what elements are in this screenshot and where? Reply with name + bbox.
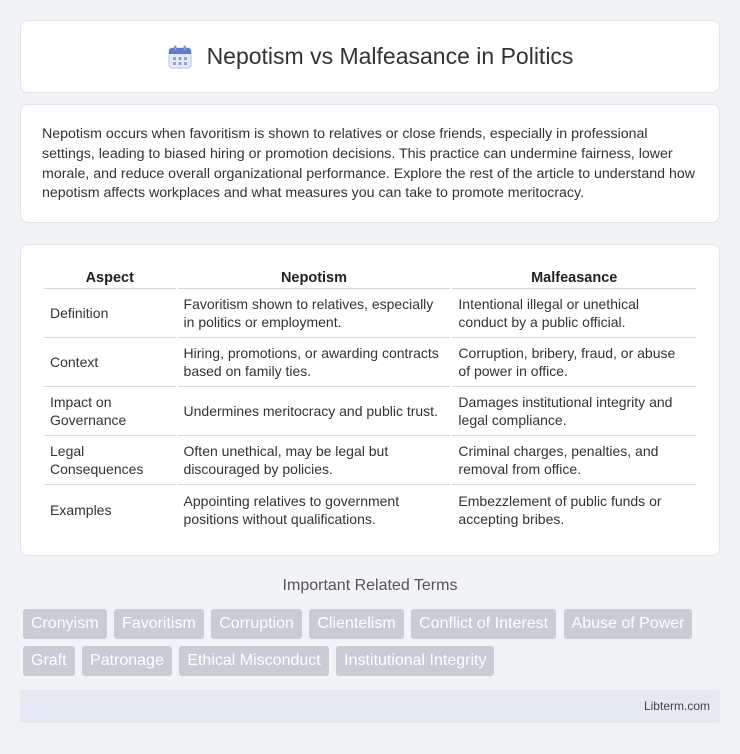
malfeasance-cell: Corruption, bribery, fraud, or abuse of power in office.	[452, 338, 696, 387]
malfeasance-cell: Criminal charges, penalties, and removal from office.	[452, 436, 696, 485]
related-terms-list	[23, 609, 723, 683]
table-row	[44, 485, 696, 534]
comparison-card	[20, 244, 720, 556]
nepotism-cell: Undermines meritocracy and public trust.	[178, 387, 451, 436]
header-aspect: Aspect	[44, 265, 176, 289]
tag-conflict-of-interest[interactable]: Conflict of Interest	[411, 609, 556, 639]
tag-abuse-of-power[interactable]: Abuse of Power	[564, 609, 693, 639]
header-nepotism: Nepotism	[178, 265, 451, 289]
table-row	[44, 436, 696, 485]
aspect-cell: Impact on Governance	[44, 387, 176, 436]
table-header-row	[44, 265, 696, 289]
footer-site-link[interactable]: Libterm.com	[643, 699, 710, 713]
tag-corruption[interactable]: Corruption	[211, 609, 302, 639]
tag-ethical-misconduct[interactable]: Ethical Misconduct	[179, 646, 328, 676]
title-card	[20, 20, 720, 93]
page-title: Nepotism vs Malfeasance in Politics	[206, 43, 574, 69]
calendar-icon	[167, 44, 193, 70]
nepotism-cell: Hiring, promotions, or awarding contracts based on family ties.	[178, 338, 451, 387]
tag-cronyism[interactable]: Cronyism	[23, 609, 107, 639]
table-row	[44, 387, 696, 436]
nepotism-cell: Often unethical, may be legal but discouraged by policies.	[178, 436, 451, 485]
aspect-cell: Definition	[44, 289, 176, 338]
footer	[20, 690, 720, 723]
aspect-cell: Context	[44, 338, 176, 387]
intro-text: Nepotism occurs when favoritism is shown to relatives or close friends, especially in professional settings, leading to biased hiring or promotion decisions. This practice can undermine fairness, lower morale, and reduce overall organizational performance. Explore the rest of the article to understand how nepotism affects workplaces and what measures you can take to promote meritocracy.	[42, 126, 695, 202]
table-row	[44, 338, 696, 387]
header-malfeasance: Malfeasance	[452, 265, 696, 289]
aspect-cell: Legal Consequences	[44, 436, 176, 485]
tag-patronage[interactable]: Patronage	[82, 646, 172, 676]
tag-graft[interactable]: Graft	[23, 646, 75, 676]
malfeasance-cell: Embezzlement of public funds or accepting bribes.	[458, 492, 662, 527]
related-terms-heading: Important Related Terms	[282, 577, 458, 594]
nepotism-cell: Appointing relatives to government positions without qualifications.	[183, 492, 400, 527]
malfeasance-cell: Intentional illegal or unethical conduct by a public official.	[452, 289, 696, 338]
tag-institutional-integrity[interactable]: Institutional Integrity	[336, 646, 494, 676]
malfeasance-cell: Damages institutional integrity and legal compliance.	[452, 387, 696, 436]
comparison-table	[42, 265, 698, 534]
intro-card	[20, 104, 720, 223]
nepotism-cell: Favoritism shown to relatives, especially in politics or employment.	[178, 289, 451, 338]
tag-clientelism[interactable]: Clientelism	[309, 609, 403, 639]
aspect-cell: Examples	[50, 501, 112, 518]
table-row	[44, 289, 696, 338]
tag-favoritism[interactable]: Favoritism	[114, 609, 204, 639]
